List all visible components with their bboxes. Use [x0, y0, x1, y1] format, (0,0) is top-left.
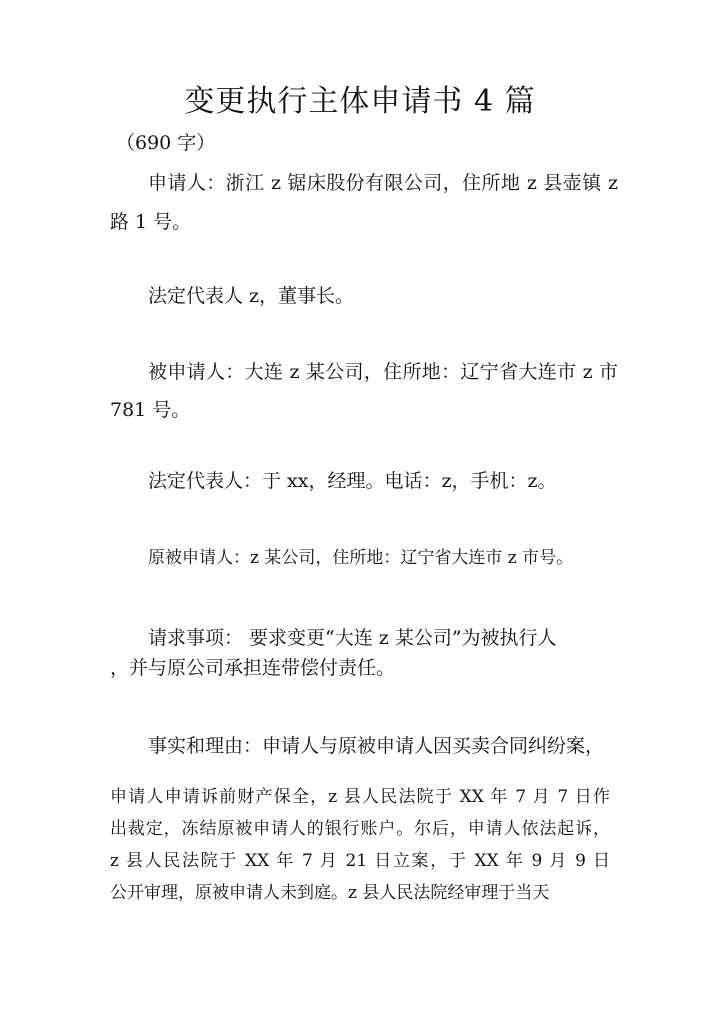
paragraph-facts-line-2: 申请人申请诉前财产保全，z 县人民法院于 XX 年 7 月 7 日作 [110, 787, 610, 807]
paragraph-applicant-line-1: 申请人：浙江 z 锯床股份有限公司，住所地 z 县壶镇 z [148, 172, 618, 194]
paragraph-facts-line-1: 事实和理由：申请人与原被申请人因买卖合同纠纷案， [148, 735, 605, 757]
paragraph-legal-rep: 法定代表人 z，董事长。 [148, 285, 355, 307]
paragraph-respondent-line-1: 被申请人：大连 z 某公司，住所地：辽宁省大连市 z 市 [148, 361, 618, 383]
paragraph-facts-line-3: 出裁定，冻结原被申请人的银行账户。尔后，申请人依法起诉， [110, 819, 610, 839]
paragraph-facts-line-5: 公开审理，原被申请人未到庭。z 县人民法院经审理于当天 [110, 883, 550, 903]
paragraph-facts-line-4: z 县人民法院于 XX 年 7 月 21 日立案，于 XX 年 9 月 9 日 [110, 851, 610, 871]
paragraph-request-line-1: 请求事项： 要求变更“大连 z 某公司”为被执行人 [148, 627, 557, 649]
paragraph-respondent-line-2: 781 号。 [110, 399, 191, 421]
word-count: （690 字） [116, 132, 216, 154]
paragraph-respondent-legal-rep: 法定代表人：于 xx，经理。电话：z，手机：z。 [148, 470, 557, 492]
document-title: 变更执行主体申请书 4 篇 [184, 84, 536, 119]
paragraph-applicant-line-2: 路 1 号。 [110, 211, 192, 233]
paragraph-request-line-2: ，并与原公司承担连带偿付责任。 [110, 657, 396, 679]
paragraph-original-respondent: 原被申请人：z 某公司，住所地：辽宁省大连市 z 市号。 [148, 548, 574, 568]
